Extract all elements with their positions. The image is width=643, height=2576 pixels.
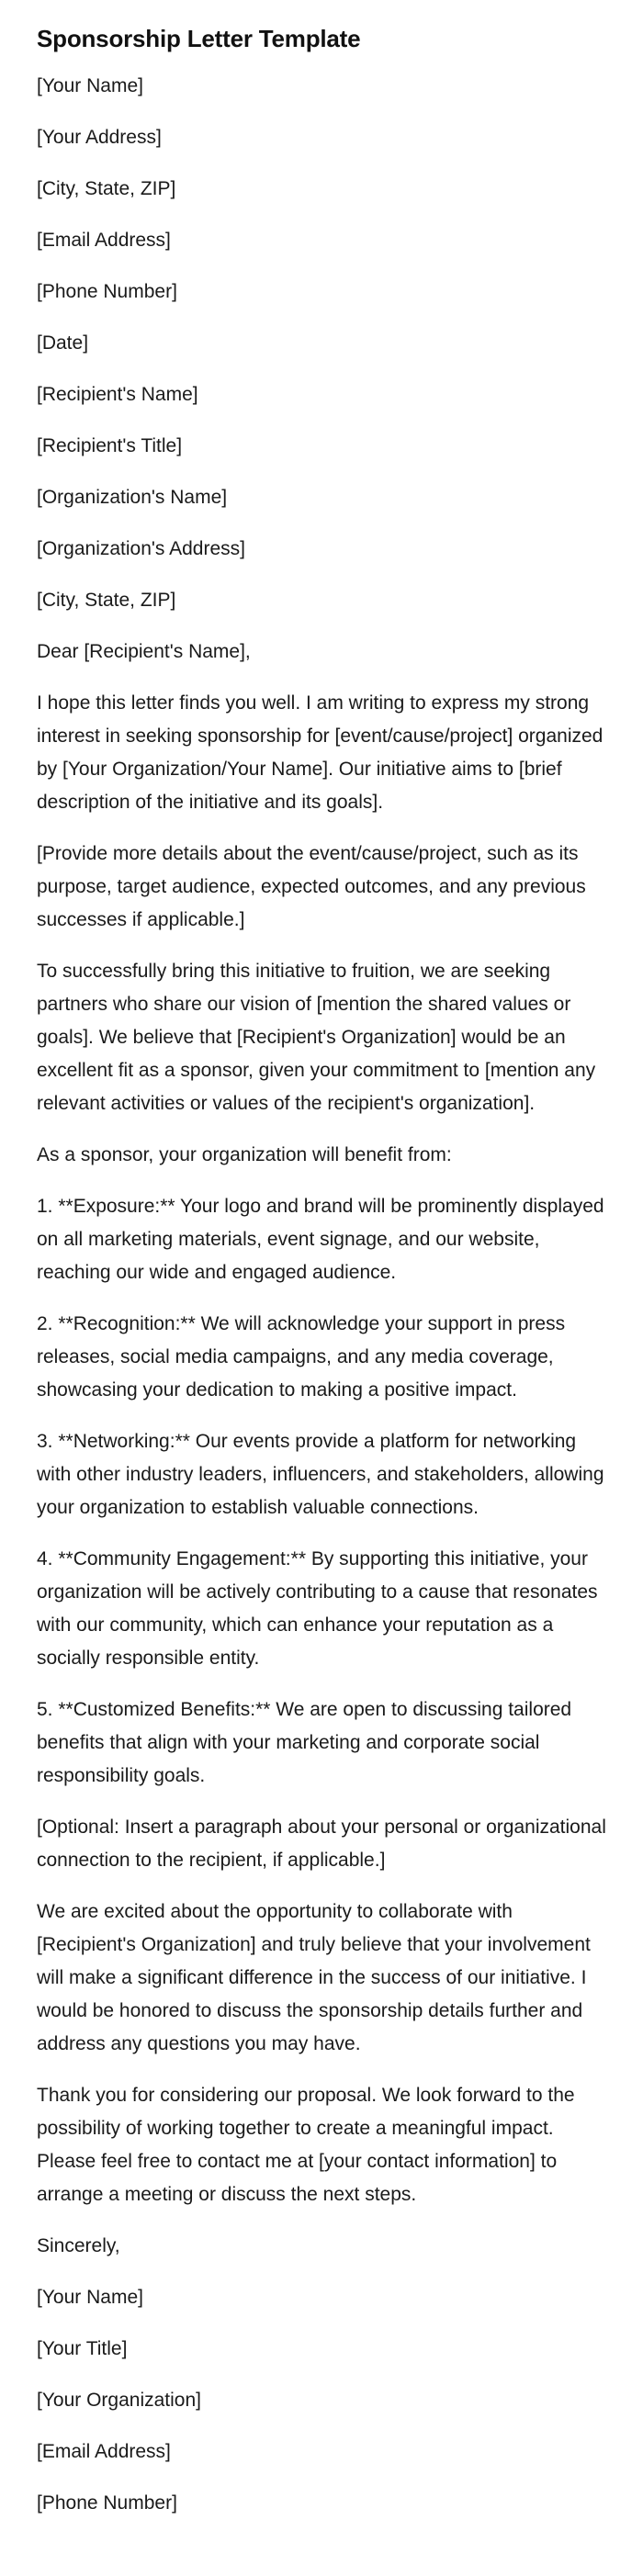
recipient-organization-address: [Organization's Address]: [37, 538, 245, 559]
benefit-item: 2. **Recognition:** We will acknowledge your support in press releases, social media campaigns, and any media coverage, showcasing your dedication to making a positive impact.: [37, 1313, 566, 1400]
body-paragraph-intro: I hope this letter finds you well. I am writing to express my strong interest in seeking sponsorship for [event/cause/project] organized by [Your Organization/Your Name]. Our initiative aims to [brief description of the initiative and its goals].: [37, 692, 604, 813]
signature-phone: [Phone Number]: [37, 2492, 177, 2514]
benefit-item: 1. **Exposure:** Your logo and brand will be prominently displayed on all marketing materials, event signage, and our website, reaching our wide and engaged audience.: [37, 1196, 604, 1283]
body-paragraph-closing: Thank you for considering our proposal. We look forward to the possibility of working together to create a meaningful impact. Please feel free to contact me at [your contact information] to arrange a meeting or discuss the next steps.: [37, 2085, 575, 2205]
sender-city-state-zip: [City, State, ZIP]: [37, 178, 176, 199]
body-paragraph-partnership: To successfully bring this initiative to fruition, we are seeking partners who share our vision of [mention the shared values or goals]. We believe that [Recipient's Organization] would be an excellent fit as a sponsor, given your commitment to [mention any relevant activities or values of the recipient's organization].: [37, 961, 596, 1114]
signature-title: [Your Title]: [37, 2338, 128, 2359]
signature-name: [Your Name]: [37, 2287, 143, 2308]
body-paragraph-optional: [Optional: Insert a paragraph about your personal or organizational connection to the recipient, if applicable.]: [37, 1817, 606, 1871]
sign-off: Sincerely,: [37, 2235, 120, 2256]
recipient-city-state-zip: [City, State, ZIP]: [37, 590, 176, 611]
signature-organization: [Your Organization]: [37, 2390, 202, 2411]
benefit-item: 4. **Community Engagement:** By supporting this initiative, your organization will be actively contributing to a cause that resonates with our community, which can enhance your reputation as a socially responsible entity.: [37, 1548, 598, 1669]
letter-date: [Date]: [37, 332, 89, 354]
sender-address: [Your Address]: [37, 127, 162, 148]
sender-name: [Your Name]: [37, 75, 143, 96]
salutation: Dear [Recipient's Name],: [37, 641, 251, 662]
recipient-name: [Recipient's Name]: [37, 384, 198, 405]
body-paragraph-details: [Provide more details about the event/cause/project, such as its purpose, target audience, expected outcomes, and any previous successes if applicable.]: [37, 843, 586, 930]
sender-phone: [Phone Number]: [37, 281, 177, 302]
recipient-organization: [Organization's Name]: [37, 487, 228, 508]
sender-email: [Email Address]: [37, 230, 171, 251]
benefits-intro: As a sponsor, your organization will benefit from:: [37, 1144, 452, 1165]
page-title: Sponsorship Letter Template: [37, 25, 361, 52]
benefit-item: 5. **Customized Benefits:** We are open to discussing tailored benefits that align with your marketing and corporate social responsibility goals.: [37, 1699, 572, 1786]
signature-email: [Email Address]: [37, 2441, 171, 2462]
benefit-item: 3. **Networking:** Our events provide a platform for networking with other industry leaders, influencers, and stakeholders, allowing your organization to establish valuable connections.: [37, 1431, 604, 1518]
body-paragraph-excitement: We are excited about the opportunity to collaborate with [Recipient's Organization] and truly believe that your involvement will make a significant difference in the success of our initiative. I would be honored to discuss the sponsorship details further and address any questions you may have.: [37, 1901, 591, 2054]
recipient-title: [Recipient's Title]: [37, 435, 183, 456]
letter-body: [37, 70, 610, 2520]
